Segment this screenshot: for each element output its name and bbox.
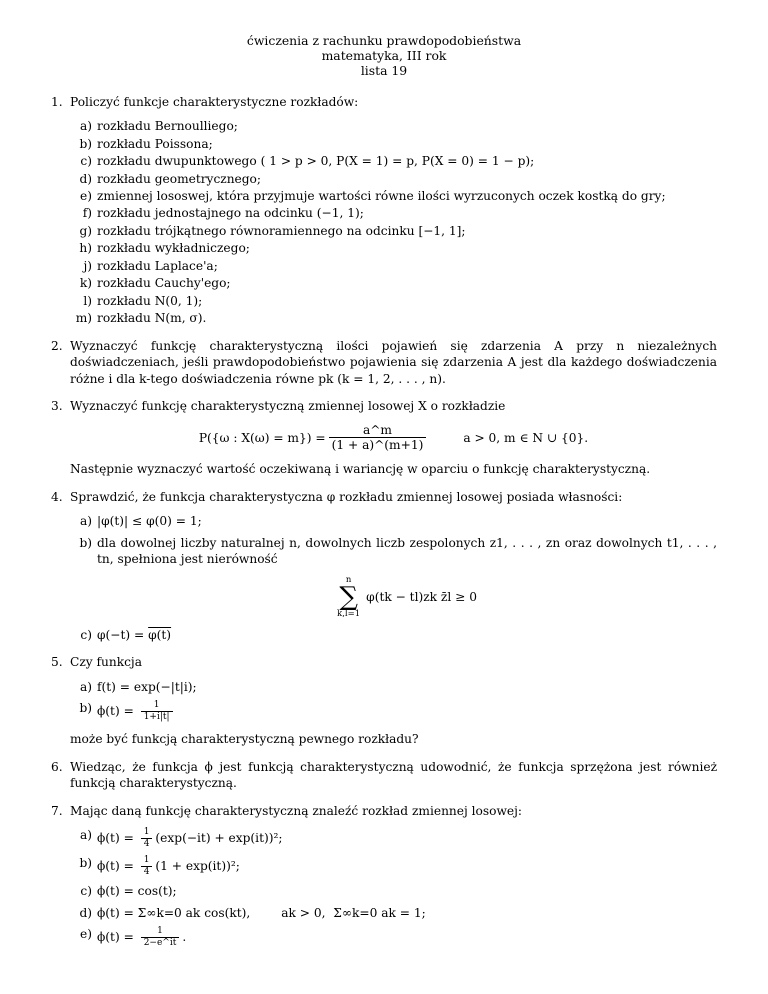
sum-lower-limit: k,l=1	[337, 609, 361, 620]
subitem-label: k)	[79, 276, 92, 291]
problem-text: Wiedząc, że funkcja ϕ jest funkcją charakterystyczną udowodnić, że funkcja sprzężona jest również funkcją charakterystyczną.	[70, 759, 717, 791]
subitem	[70, 240, 717, 256]
document-header	[51, 34, 717, 79]
problem-number: 3.	[51, 399, 63, 414]
subitem-text: ϕ(t) =	[97, 704, 134, 719]
subitem-text: ϕ(t) =	[97, 831, 134, 846]
subitem-text: rozkładu N(0, 1);	[97, 293, 203, 308]
problem-text: Wyznaczyć funkcję charakterystyczną ilości pojawień się zdarzenia A przy n niezależnych doświadczeniach, jeśli prawdopodobieństwo pojawienia się zdarzenia A jest dla każdego doświadczenia różne i dla k-tego doświadczenia równe pk (k = 1, 2, . . . , n).	[70, 338, 717, 386]
subitem	[70, 136, 717, 152]
subitem	[70, 258, 717, 274]
problem-text: Sprawdzić, że funkcja charakterystyczna φ rozkładu zmiennej losowej posiada własności:	[70, 489, 623, 504]
subitem-text: rozkładu dwupunktowego ( 1 > p > 0, P(X = 1) = p, P(X = 0) = 1 − p);	[97, 154, 535, 169]
subitem-label: a)	[79, 514, 92, 529]
problem-7	[51, 803, 717, 950]
subitem-label: b)	[79, 856, 92, 871]
problem-number: 2.	[51, 338, 63, 353]
document-page	[51, 34, 717, 960]
subitem-label: g)	[79, 223, 92, 238]
list-number: lista 19	[360, 62, 408, 78]
subitem-text: ϕ(t) =	[97, 930, 134, 945]
subitem-text-right: .	[182, 930, 187, 945]
problem-4	[51, 489, 717, 643]
subitem	[70, 513, 717, 529]
problem-number: 1.	[51, 94, 63, 109]
fraction-denominator: 2−e^it	[141, 937, 180, 949]
problem-number: 7.	[51, 803, 63, 818]
problem-text-continued: Następnie wyznaczyć wartość oczekiwaną i wariancję w oparciu o funkcję charakterystyczną.	[70, 462, 651, 477]
subitem-label: a)	[79, 828, 92, 843]
sigma-icon: ∑	[339, 582, 358, 613]
subitem	[70, 118, 717, 134]
subitem-text: rozkładu Bernoulliego;	[97, 119, 238, 134]
subitem-label: b)	[79, 136, 92, 151]
distribution-formula	[70, 423, 717, 454]
subitem-text: rozkładu jednostajnego na odcinku (−1, 1);	[97, 206, 364, 221]
sum-symbol	[337, 576, 360, 619]
sum-upper-limit: n	[345, 574, 352, 585]
fraction-denominator: 4	[141, 838, 153, 850]
problem-number: 5.	[51, 655, 63, 670]
subitem-text: rozkładu Poissona;	[97, 136, 213, 151]
subitem-text: rozkładu N(m, σ).	[97, 311, 207, 326]
subitem-list	[70, 513, 717, 643]
subitem-list	[70, 827, 717, 949]
subitem	[70, 205, 717, 221]
subitem-label: a)	[79, 119, 92, 134]
conjugate-value: φ(t)	[148, 627, 172, 642]
subitem-text: rozkładu geometrycznego;	[97, 171, 261, 186]
subitem	[70, 679, 717, 695]
subitem-fraction	[141, 855, 153, 878]
subitem	[70, 926, 717, 949]
problem-3	[51, 398, 717, 478]
subitem-label: e)	[80, 188, 92, 203]
subitem	[70, 855, 717, 878]
problem-number: 4.	[51, 489, 63, 504]
subitem-text-right: (exp(−it) + exp(it))²;	[155, 831, 283, 846]
subitem	[70, 310, 717, 326]
subitem	[70, 293, 717, 309]
subitem-label: e)	[80, 927, 92, 942]
subitem-text: rozkładu Cauchy'ego;	[97, 276, 231, 291]
fraction-numerator: 1	[143, 827, 150, 838]
subitem	[70, 535, 717, 619]
subitem-label: b)	[79, 535, 92, 550]
problem-text-continued: może być funkcją charakterystyczną pewnego rozkładu?	[70, 732, 419, 747]
subitem	[70, 827, 717, 850]
subitem-list	[70, 118, 717, 327]
course-subtitle: matematyka, III rok	[321, 47, 447, 63]
problem-2	[51, 338, 717, 387]
fraction-denominator: 1+i|t|	[141, 711, 173, 723]
subitem	[70, 188, 717, 204]
subitem-text: zmiennej lososwej, która przyjmuje wartości równe ilości wyrzuconych oczek kostką do gry;	[97, 188, 666, 203]
subitem-label: c)	[80, 884, 92, 899]
subitem-text: ϕ(t) = cos(t);	[97, 884, 177, 899]
subitem	[70, 905, 717, 921]
subitem-text: f(t) = exp(−|t|i);	[97, 679, 197, 694]
subitem	[70, 883, 717, 899]
formula-condition: a > 0, m ∈ N ∪ {0}.	[463, 430, 589, 445]
formula-fraction	[329, 423, 427, 454]
fraction-numerator: 1	[157, 926, 163, 937]
subitem-list	[70, 679, 717, 724]
subitem-text: ϕ(t) =	[97, 859, 134, 874]
problem-6	[51, 759, 717, 792]
subitem-label: b)	[79, 701, 92, 716]
subitem-fraction	[141, 926, 180, 949]
subitem-label: a)	[79, 679, 92, 694]
problem-1	[51, 94, 717, 327]
subitem-label: c)	[80, 627, 92, 642]
subitem-label: h)	[79, 241, 92, 256]
subitem	[70, 627, 717, 643]
subitem-label: f)	[82, 206, 92, 221]
formula-lhs: P({ω : X(ω) = m}) =	[198, 430, 326, 445]
subitem-text-right: (1 + exp(it))²;	[155, 859, 240, 874]
subitem-fraction	[141, 700, 173, 723]
subitem-label: j)	[83, 258, 92, 273]
subitem	[70, 223, 717, 239]
sum-body: φ(tk − tl)zk z̄l ≥ 0	[366, 590, 477, 605]
subitem-text: rozkładu wykładniczego;	[97, 241, 250, 256]
fraction-numerator: 1	[143, 855, 150, 866]
subitem-text: rozkładu trójkątnego równoramiennego na odcinku [−1, 1];	[97, 223, 466, 238]
subitem-text: rozkładu Laplace'a;	[97, 258, 218, 273]
problem-text: Czy funkcja	[70, 655, 142, 670]
problem-text: Mając daną funkcję charakterystyczną znaleźć rozkład zmiennej losowej:	[70, 803, 522, 818]
inequality-formula	[97, 576, 717, 619]
subitem	[70, 153, 717, 169]
problem-text: Policzyć funkcje charakterystyczne rozkładów:	[70, 94, 359, 109]
subitem-text: ϕ(t) = Σ∞k=0 ak cos(kt), ak > 0, Σ∞k=0 ak = 1;	[97, 905, 426, 920]
subitem-text: φ(−t) =	[97, 627, 145, 642]
subitem-label: c)	[80, 154, 92, 169]
subitem-label: m)	[75, 311, 92, 326]
subitem-text: dla dowolnej liczby naturalnej n, dowolnych liczb zespolonych z1, . . . , zn oraz dowolnych t1, . . . , tn, spełniona jest nierówność	[97, 535, 717, 567]
fraction-denominator: 4	[141, 866, 153, 878]
subitem-label: d)	[79, 905, 92, 920]
subitem	[70, 700, 717, 723]
problem-text: Wyznaczyć funkcję charakterystyczną zmiennej losowej X o rozkładzie	[70, 399, 506, 414]
fraction-numerator: 1	[153, 700, 160, 711]
subitem-fraction	[141, 827, 153, 850]
problem-5	[51, 654, 717, 747]
subitem-label: d)	[79, 171, 92, 186]
subitem-text: |φ(t)| ≤ φ(0) = 1;	[97, 514, 202, 529]
course-title: ćwiczenia z rachunku prawdopodobieństwa	[246, 33, 522, 48]
subitem	[70, 275, 717, 291]
subitem	[70, 171, 717, 187]
subitem-label: l)	[83, 293, 92, 308]
fraction-denominator: (1 + a)^(m+1)	[329, 437, 427, 453]
problem-number: 6.	[51, 759, 63, 774]
fraction-numerator: a^m	[362, 422, 392, 437]
